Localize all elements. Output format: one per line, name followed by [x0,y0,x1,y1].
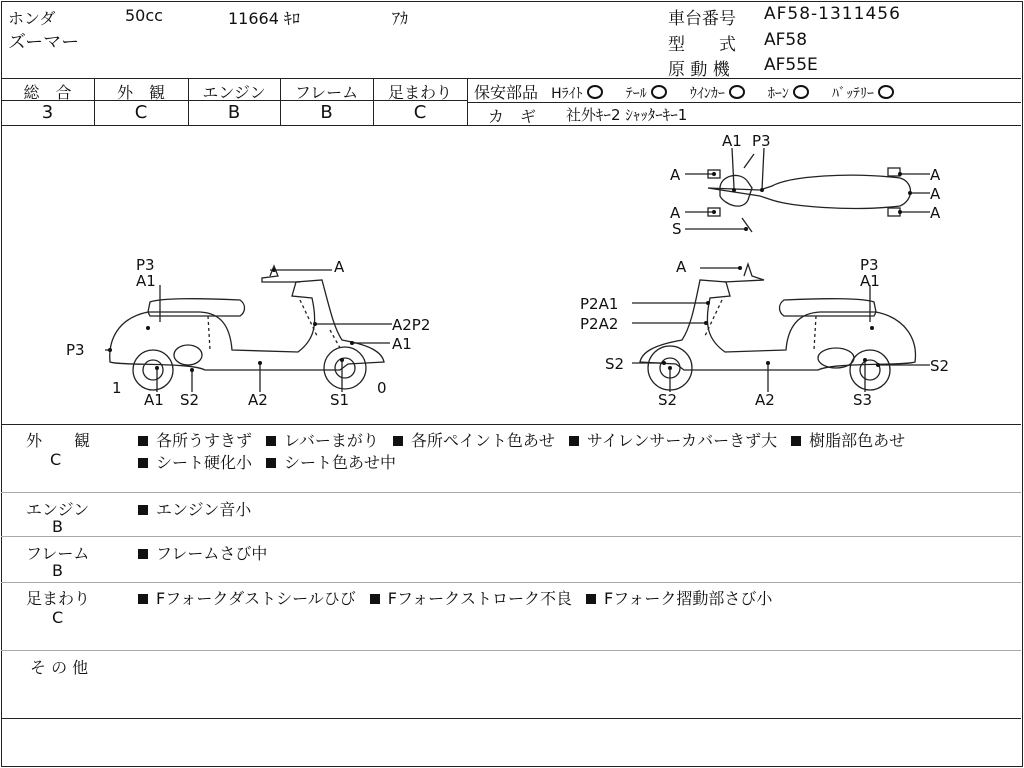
safety-item-winker: ｳｲﾝｶｰ [690,86,745,102]
label-left-A2P2: A2P2 [392,316,431,334]
engine-value: AF55E [764,55,818,75]
remark-item: フレームさび中 [156,544,268,563]
label-top-A: A [930,185,941,203]
label-right-P3: P3 [860,256,879,274]
remark-item: シート色あせ中 [284,453,397,472]
label-left-A2: A2 [248,391,268,409]
divider [1,536,1021,537]
label-top-S: S [672,220,682,238]
label-left-P3: P3 [136,256,155,274]
frame-grade-label: フレーム [294,83,359,102]
safety-item-horn: ﾎｰﾝ [768,86,809,102]
label-right-A2: A2 [755,391,775,409]
divider [1,78,1021,79]
engine-grade-value: B [227,102,241,123]
remark-item: レバーまがり [284,431,379,450]
frame-no-label: 車台番号 [668,9,736,29]
remark-label-exterior: 外 観 [26,431,91,450]
safety-item-headlight: Hﾗｲﾄ [551,86,603,102]
label-left-A1: A1 [392,335,412,353]
frame-no: AF58-1311456 [764,4,901,24]
remark-line [138,586,772,609]
type-value: AF58 [764,30,808,50]
label-left-S2: S2 [180,391,200,409]
divider [1,582,1021,583]
remark-item: 各所ペイント色あせ [410,431,555,450]
label-top-A: A [930,204,941,222]
remark-item: エンジン音小 [156,500,252,519]
label-right-S2: S2 [658,391,678,409]
frame-grade-value: B [320,102,333,123]
suspension-grade-label: 足まわり [387,83,452,102]
remark-line [138,497,251,520]
remark-grade-frame: B [52,561,63,580]
label-right-A1: A1 [860,272,880,290]
divider [1,718,1021,719]
damage-diagram [0,125,1024,425]
color: ｱｶ [392,9,409,28]
divider [1,424,1021,425]
label-right-P2A1: P2A1 [580,295,619,313]
label-right-A: A [676,258,687,276]
key-label: カ ギ [488,107,537,126]
engine-grade-label: エンジン [202,83,266,102]
divider [1,650,1021,651]
label-right-S3: S3 [853,391,873,409]
safety-item-taillight: ﾃｰﾙ [626,86,667,102]
label-right-P2A2: P2A2 [580,315,619,333]
exterior-label: 外 観 [116,83,165,102]
label-left-1: 1 [112,379,122,397]
maker: ホンダ [8,9,56,28]
remark-label-engine: エンジン [26,500,90,519]
divider [467,78,468,125]
overall-label: 総 合 [23,83,72,102]
label-top-A1: A1 [722,132,742,150]
remark-label-frame: フレーム [26,544,90,563]
mileage: 11664 ｷﾛ [228,9,300,28]
key-value: 社外ｷｰ2 ｼｬｯﾀｰｷｰ1 [566,106,688,124]
label-left-A1: A1 [144,391,164,409]
safety-item-battery: ﾊﾞｯﾃﾘｰ [832,86,894,102]
remark-item: 樹脂部色あせ [809,431,906,450]
label-left-A1: A1 [136,272,156,290]
label-top-P3: P3 [752,132,771,150]
remark-grade-engine: B [52,517,63,536]
label-left-0: 0 [377,379,387,397]
suspension-grade-value: C [413,102,427,123]
remark-grade-exterior: C [50,450,62,469]
model-name: ズーマー [8,32,80,53]
safety-title: 保安部品 [474,83,539,102]
remark-item: Fフォーク摺動部さび小 [604,589,773,608]
remark-item: シート硬化小 [156,453,253,472]
remark-grade-suspension: C [52,608,64,627]
remark-item: サイレンサーカバーきず大 [586,431,778,450]
exterior-value: C [134,102,148,123]
divider [1,492,1021,493]
displacement: 50cc [125,6,163,25]
overall-value: 3 [41,102,54,123]
type-label: 型 式 [668,35,736,55]
label-top-A: A [930,166,941,184]
remark-item: 各所うすきず [156,431,253,450]
engine-label: 原 動 機 [668,60,730,80]
remark-line [138,541,267,564]
remark-item: Fフォークストローク不良 [387,589,573,608]
label-right-S2: S2 [605,355,625,373]
label-top-A: A [670,204,681,222]
label-right-S2: S2 [930,357,950,375]
remark-line [138,450,396,473]
label-top-A: A [670,166,681,184]
safety-parts [474,80,894,103]
label-left-P3: P3 [66,341,85,359]
label-left-S1: S1 [330,391,350,409]
label-left-A: A [334,258,345,276]
remark-label-other: そ の 他 [30,658,89,677]
remark-line [138,428,905,451]
remark-label-suspension: 足まわり [26,589,91,608]
remark-item: Fフォークダストシールひび [156,589,356,608]
